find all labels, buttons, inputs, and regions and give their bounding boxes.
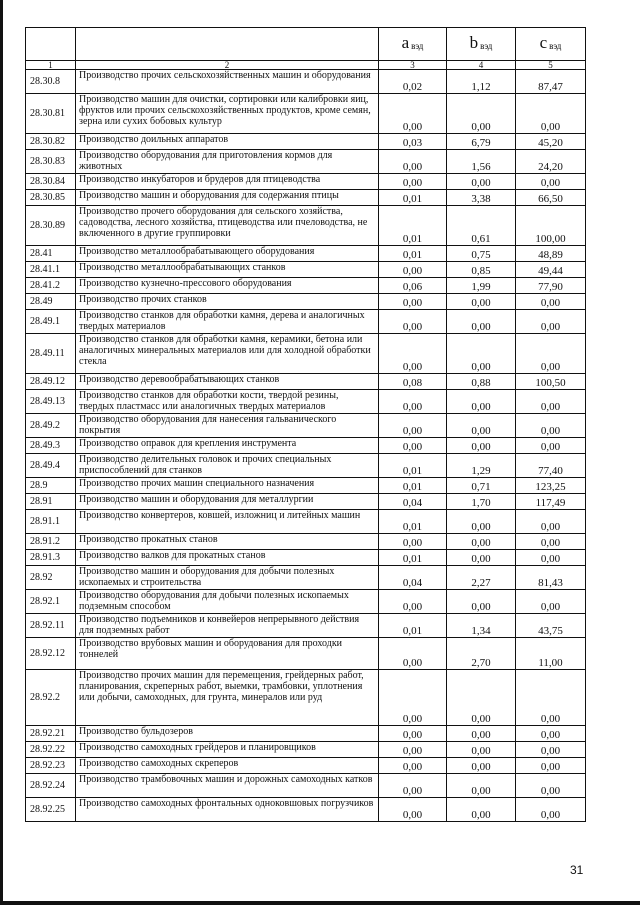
row-name: Производство валков для прокатных станов [76,550,379,566]
table-row [26,134,586,150]
row-code: 28.91 [26,494,76,510]
row-value-c: 100,50 [516,374,586,390]
row-value-c: 100,00 [516,206,586,246]
table-row [26,534,586,550]
row-name: Производство прочего оборудования для сельского хозяйства, садоводства, лесного хозяйства, птицеводства или пчеловодства, не включенного в другие группировки [76,206,379,246]
row-value-c: 45,20 [516,134,586,150]
row-value-b: 0,00 [447,438,516,454]
row-value-c: 0,00 [516,310,586,334]
column-number-2: 2 [76,61,379,70]
row-name: Производство оборудования для приготовления кормов для животных [76,150,379,174]
row-name: Производство самоходных грейдеров и планировщиков [76,742,379,758]
table-row [26,638,586,670]
row-value-b: 1,34 [447,614,516,638]
row-value-b: 0,00 [447,334,516,374]
coefficients-table [25,27,586,822]
row-code: 28.9 [26,478,76,494]
row-name: Производство оборудования для нанесения гальванического покрытия [76,414,379,438]
row-value-a: 0,00 [379,94,447,134]
header-cell-code [26,28,76,61]
row-name: Производство делительных головок и прочих специальных приспособлений для станков [76,454,379,478]
row-value-c: 0,00 [516,590,586,614]
row-value-b: 1,56 [447,150,516,174]
row-value-b: 0,88 [447,374,516,390]
row-value-b: 1,29 [447,454,516,478]
row-value-b: 0,85 [447,262,516,278]
row-code: 28.49.11 [26,334,76,374]
row-name: Производство подъемников и конвейеров непрерывного действия для подземных работ [76,614,379,638]
table-row [26,414,586,438]
header-row [26,28,586,61]
row-name: Производство машин и оборудования для добычи полезных ископаемых и строительства [76,566,379,590]
scan-edge-bottom [0,901,640,905]
row-value-b: 1,70 [447,494,516,510]
header-c-letter: c [539,32,548,52]
row-value-a: 0,00 [379,774,447,798]
row-name: Производство инкубаторов и брудеров для птицеводства [76,174,379,190]
table-row [26,566,586,590]
column-number-1: 1 [26,61,76,70]
row-code: 28.30.89 [26,206,76,246]
column-number-row [26,61,586,70]
row-value-b: 0,00 [447,174,516,190]
row-value-a: 0,00 [379,174,447,190]
row-code: 28.30.84 [26,174,76,190]
row-code: 28.91.3 [26,550,76,566]
column-number-4: 4 [447,61,516,70]
row-name: Производство прочих машин для перемещения, грейдерных работ, планирования, скреперных работ, выемки, трамбовки, уплотнения или добычи, самоходных, для грунта, минералов или руд [76,670,379,726]
row-value-c: 0,00 [516,510,586,534]
row-value-b: 0,71 [447,478,516,494]
row-value-a: 0,00 [379,390,447,414]
row-code: 28.49.1 [26,310,76,334]
row-value-b: 1,12 [447,70,516,94]
header-c-sub: вэд [549,40,562,51]
row-value-c: 0,00 [516,390,586,414]
row-value-a: 0,01 [379,246,447,262]
row-value-a: 0,00 [379,590,447,614]
row-value-c: 0,00 [516,798,586,822]
table-body [26,28,586,822]
row-value-a: 0,08 [379,374,447,390]
table-row [26,206,586,246]
row-code: 28.49.2 [26,414,76,438]
row-name: Производство станков для обработки кости, твердой резины, твердых пластмасс или аналогичных твердых материалов [76,390,379,414]
row-value-c: 0,00 [516,670,586,726]
row-value-b: 0,00 [447,798,516,822]
table-row [26,246,586,262]
row-value-a: 0,04 [379,566,447,590]
row-code: 28.92.25 [26,798,76,822]
row-value-c: 49,44 [516,262,586,278]
table-row [26,262,586,278]
row-value-b: 0,00 [447,670,516,726]
row-value-b: 0,00 [447,390,516,414]
header-cell-b [447,28,516,61]
row-code: 28.92.22 [26,742,76,758]
row-value-a: 0,01 [379,550,447,566]
row-name: Производство кузнечно-прессового оборудования [76,278,379,294]
row-value-b: 0,00 [447,774,516,798]
row-code: 28.30.81 [26,94,76,134]
table-row [26,670,586,726]
column-number-5: 5 [516,61,586,70]
row-code: 28.30.83 [26,150,76,174]
row-value-b: 0,00 [447,550,516,566]
row-value-b: 1,99 [447,278,516,294]
row-value-b: 0,00 [447,510,516,534]
row-value-a: 0,01 [379,614,447,638]
row-value-c: 0,00 [516,334,586,374]
row-value-a: 0,00 [379,670,447,726]
row-code: 28.49.3 [26,438,76,454]
row-value-c: 24,20 [516,150,586,174]
row-value-c: 0,00 [516,534,586,550]
row-code: 28.49.12 [26,374,76,390]
row-value-b: 6,79 [447,134,516,150]
row-name: Производство деревообрабатывающих станков [76,374,379,390]
row-value-c: 123,25 [516,478,586,494]
row-name: Производство самоходных фронтальных одноковшовых погрузчиков [76,798,379,822]
row-value-b: 0,00 [447,742,516,758]
row-value-b: 0,00 [447,414,516,438]
row-code: 28.41 [26,246,76,262]
row-code: 28.49.4 [26,454,76,478]
row-value-a: 0,01 [379,454,447,478]
row-name: Производство прочих машин специального назначения [76,478,379,494]
row-code: 28.92.21 [26,726,76,742]
table-row [26,726,586,742]
row-value-a: 0,00 [379,414,447,438]
table-row [26,438,586,454]
row-name: Производство оборудования для добычи полезных ископаемых подземным способом [76,590,379,614]
row-value-a: 0,00 [379,150,447,174]
scan-edge-left [0,0,3,905]
row-name: Производство станков для обработки камня, керамики, бетона или аналогичных минеральных материалов или для холодной обработки стекла [76,334,379,374]
row-name: Производство врубовых машин и оборудования для проходки тоннелей [76,638,379,670]
row-value-a: 0,00 [379,438,447,454]
table-row [26,742,586,758]
row-value-b: 0,00 [447,590,516,614]
header-cell-a [379,28,447,61]
row-name: Производство бульдозеров [76,726,379,742]
row-value-b: 0,00 [447,758,516,774]
row-code: 28.92.11 [26,614,76,638]
row-value-c: 48,89 [516,246,586,262]
row-value-b: 3,38 [447,190,516,206]
table-row [26,590,586,614]
row-value-a: 0,01 [379,206,447,246]
row-value-c: 77,90 [516,278,586,294]
row-code: 28.92 [26,566,76,590]
row-value-a: 0,00 [379,294,447,310]
row-name: Производство самоходных скреперов [76,758,379,774]
row-code: 28.30.85 [26,190,76,206]
row-value-c: 0,00 [516,742,586,758]
table-row [26,454,586,478]
header-b-sub: вэд [480,40,493,51]
row-name: Производство конвертеров, ковшей, изложниц и литейных машин [76,510,379,534]
table-row [26,390,586,414]
row-value-a: 0,02 [379,70,447,94]
header-a-sub: вэд [411,40,424,51]
row-value-c: 0,00 [516,294,586,310]
row-value-a: 0,00 [379,638,447,670]
row-name: Производство машин для очистки, сортировки или калибровки яиц, фруктов или прочих сельскохозяйственных продуктов, кроме семян, зерна или сухих бобовых культур [76,94,379,134]
column-number-3: 3 [379,61,447,70]
row-value-c: 66,50 [516,190,586,206]
table-row [26,494,586,510]
row-value-a: 0,06 [379,278,447,294]
table-row [26,94,586,134]
row-value-c: 0,00 [516,94,586,134]
row-value-b: 0,00 [447,534,516,550]
row-name: Производство прокатных станов [76,534,379,550]
row-value-c: 43,75 [516,614,586,638]
row-value-c: 0,00 [516,774,586,798]
row-value-c: 0,00 [516,726,586,742]
table-row [26,798,586,822]
header-b-letter: b [469,32,479,52]
row-value-c: 0,00 [516,414,586,438]
row-code: 28.41.1 [26,262,76,278]
table-row [26,294,586,310]
row-value-b: 2,70 [447,638,516,670]
row-code: 28.49 [26,294,76,310]
row-value-b: 0,00 [447,310,516,334]
row-code: 28.92.1 [26,590,76,614]
row-value-a: 0,00 [379,758,447,774]
row-value-b: 0,61 [447,206,516,246]
table-row [26,758,586,774]
header-cell-name [76,28,379,61]
row-name: Производство оправок для крепления инструмента [76,438,379,454]
row-value-a: 0,01 [379,478,447,494]
row-value-c: 117,49 [516,494,586,510]
row-name: Производство станков для обработки камня, дерева и аналогичных твердых материалов [76,310,379,334]
row-code: 28.91.2 [26,534,76,550]
row-value-a: 0,04 [379,494,447,510]
row-value-c: 0,00 [516,438,586,454]
row-name: Производство металлообрабатывающего оборудования [76,246,379,262]
row-code: 28.92.24 [26,774,76,798]
row-value-c: 0,00 [516,550,586,566]
row-code: 28.49.13 [26,390,76,414]
row-name: Производство трамбовочных машин и дорожных самоходных катков [76,774,379,798]
row-value-a: 0,00 [379,310,447,334]
table-row [26,550,586,566]
row-value-b: 0,75 [447,246,516,262]
row-value-a: 0,00 [379,534,447,550]
row-value-c: 77,40 [516,454,586,478]
row-name: Производство прочих станков [76,294,379,310]
row-code: 28.30.82 [26,134,76,150]
row-value-a: 0,00 [379,334,447,374]
row-code: 28.41.2 [26,278,76,294]
row-value-a: 0,00 [379,726,447,742]
row-code: 28.30.8 [26,70,76,94]
table-row [26,374,586,390]
row-code: 28.91.1 [26,510,76,534]
row-value-c: 81,43 [516,566,586,590]
row-name: Производство машин и оборудования для содержания птицы [76,190,379,206]
row-name: Производство металлообрабатывающих станков [76,262,379,278]
row-value-b: 0,00 [447,294,516,310]
header-a-letter: a [401,32,410,52]
row-name: Производство доильных аппаратов [76,134,379,150]
row-name: Производство машин и оборудования для металлургии [76,494,379,510]
row-value-c: 0,00 [516,174,586,190]
table-row [26,478,586,494]
page-number: 31 [570,863,584,877]
row-value-b: 2,27 [447,566,516,590]
row-value-a: 0,00 [379,262,447,278]
table-row [26,174,586,190]
row-code: 28.92.12 [26,638,76,670]
row-value-a: 0,00 [379,742,447,758]
table-row [26,310,586,334]
table-row [26,190,586,206]
table-row [26,278,586,294]
row-code: 28.92.2 [26,670,76,726]
row-value-b: 0,00 [447,94,516,134]
table-row [26,70,586,94]
table-row [26,510,586,534]
row-value-a: 0,00 [379,798,447,822]
table-row [26,150,586,174]
row-value-c: 11,00 [516,638,586,670]
row-value-c: 0,00 [516,758,586,774]
row-code: 28.92.23 [26,758,76,774]
header-cell-c [516,28,586,61]
row-value-a: 0,03 [379,134,447,150]
table-row [26,334,586,374]
row-value-a: 0,01 [379,510,447,534]
table-row [26,774,586,798]
row-value-c: 87,47 [516,70,586,94]
row-name: Производство прочих сельскохозяйственных машин и оборудования [76,70,379,94]
table-row [26,614,586,638]
row-value-b: 0,00 [447,726,516,742]
row-value-a: 0,01 [379,190,447,206]
